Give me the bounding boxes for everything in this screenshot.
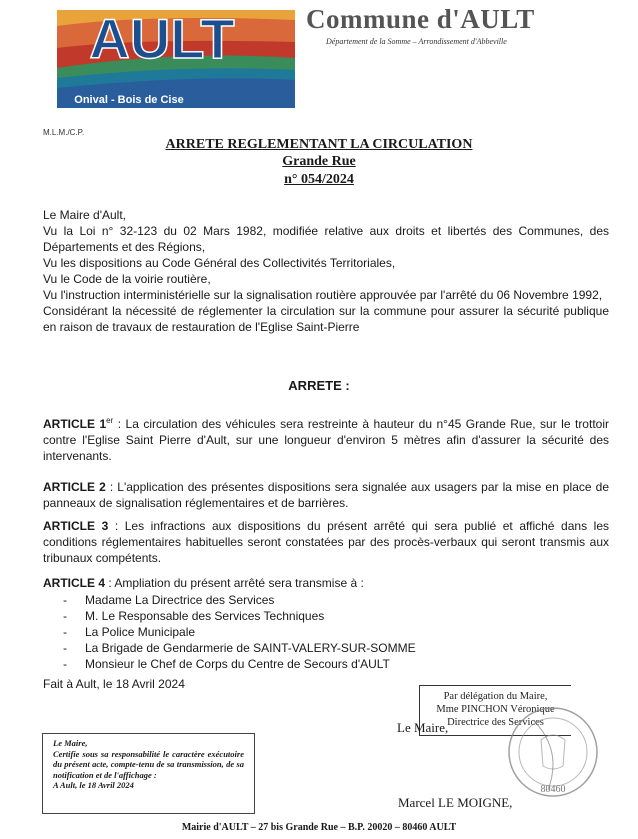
article-2: [43, 479, 609, 511]
distribution-item: - La Brigade de Gendarmerie de SAINT-VALERY-SUR-SOMME: [43, 640, 609, 656]
article-label: ARTICLE 4: [43, 576, 106, 590]
department-subtitle: Département de la Somme – Arrondissement d'Abbeville: [326, 37, 507, 46]
article-label-sup: er: [106, 416, 114, 425]
preamble-line: Vu la Loi n° 32-123 du 02 Mars 1982, modifiée relative aux droits et libertés des Communes, des Départements et des Régions,: [43, 224, 609, 254]
commune-logo: [57, 8, 295, 108]
article-text: : Ampliation du présent arrêté sera transmise à :: [105, 576, 364, 590]
article-text: : L'application des présentes dispositions sera signalée aux usagers par la mise en place de panneaux de signalisation réglementaires et de barrières.: [43, 480, 609, 510]
document-reference: M.L.M./C.P.: [43, 128, 85, 137]
distribution-item: - Madame La Directrice des Services: [43, 592, 609, 608]
logo-wordmark: AULT: [89, 8, 235, 70]
preamble: [43, 207, 609, 335]
article-label: ARTICLE 1: [43, 417, 107, 431]
distribution-list: [43, 592, 609, 672]
logo-tagline: Onival - Bois de Cise: [74, 94, 184, 106]
article-1: [43, 416, 609, 464]
distribution-item: - M. Le Responsable des Services Techniques: [43, 608, 609, 624]
signer-name: Marcel LE MOIGNE,: [398, 795, 513, 810]
distribution-item: - Monsieur le Chef de Corps du Centre de Secours d'AULT: [43, 656, 609, 672]
delegation-line: Par délégation du Maire,: [443, 691, 548, 702]
delegation-line: Mme PINCHON Véronique: [436, 704, 555, 715]
article-text: : Les infractions aux dispositions du présent arrêté qui sera publié et affiché dans les conditions réglementaires habituelles seront constatées par des procès-verbaux qui seront transmis aux tribunaux compétents.: [43, 519, 609, 565]
preamble-line: Considérant la nécessité de réglementer la circulation sur la commune pour assurer la sécurité publique en raison de travaux de restauration de l'Eglise Saint-Pierre: [43, 304, 609, 334]
decree-street: Grande Rue: [282, 154, 356, 169]
article-4: [43, 575, 609, 591]
preamble-line: Vu l'instruction interministérielle sur la signalisation routière approuvée par l'arrêté du 06 Novembre 1992,: [43, 288, 603, 302]
preamble-line: Vu le Code de la voirie routière,: [43, 272, 211, 286]
article-text: : La circulation des véhicules sera restreinte à hauteur du n°45 Grande Rue, sur le trottoir contre l'Eglise Saint Pierre d'Ault, sur une longueur d'environ 5 mètres afin d'assurer la sécurité des intervenants.: [43, 417, 609, 463]
certification-title: Le Maire,: [53, 738, 88, 748]
official-stamp: [503, 700, 603, 805]
preamble-line: Le Maire d'Ault,: [43, 208, 126, 222]
done-at: Fait à Ault, le 18 Avril 2024: [43, 677, 185, 691]
le-maire-label: Le Maire,: [397, 720, 449, 735]
article-3: [43, 518, 609, 566]
delegation-line: Directrice des Services: [447, 717, 544, 728]
stamp-postcode: 80460: [540, 784, 566, 795]
article-label: ARTICLE 3: [43, 519, 109, 533]
commune-title: Commune d'AULT: [306, 4, 535, 34]
preamble-line: Vu les dispositions au Code Général des Collectivités Territoriales,: [43, 256, 396, 270]
certification-body: Certifie sous sa responsabilité le caractère exécutoire du présent acte, compte-tenu de sa transmission, de sa notification et de l'affichage :: [53, 748, 244, 780]
arrete-label: ARRETE :: [288, 378, 350, 393]
distribution-item: - La Police Municipale: [43, 624, 609, 640]
decree-title: ARRETE REGLEMENTANT LA CIRCULATION: [165, 137, 473, 152]
footer-address: Mairie d'AULT – 27 bis Grande Rue – B.P. 20020 – 80460 AULT: [181, 822, 457, 833]
article-label: ARTICLE 2: [43, 480, 106, 494]
decree-number: n° 054/2024: [284, 172, 354, 187]
certification-box: [42, 733, 255, 814]
certification-date: A Ault, le 18 Avril 2024: [53, 780, 134, 790]
